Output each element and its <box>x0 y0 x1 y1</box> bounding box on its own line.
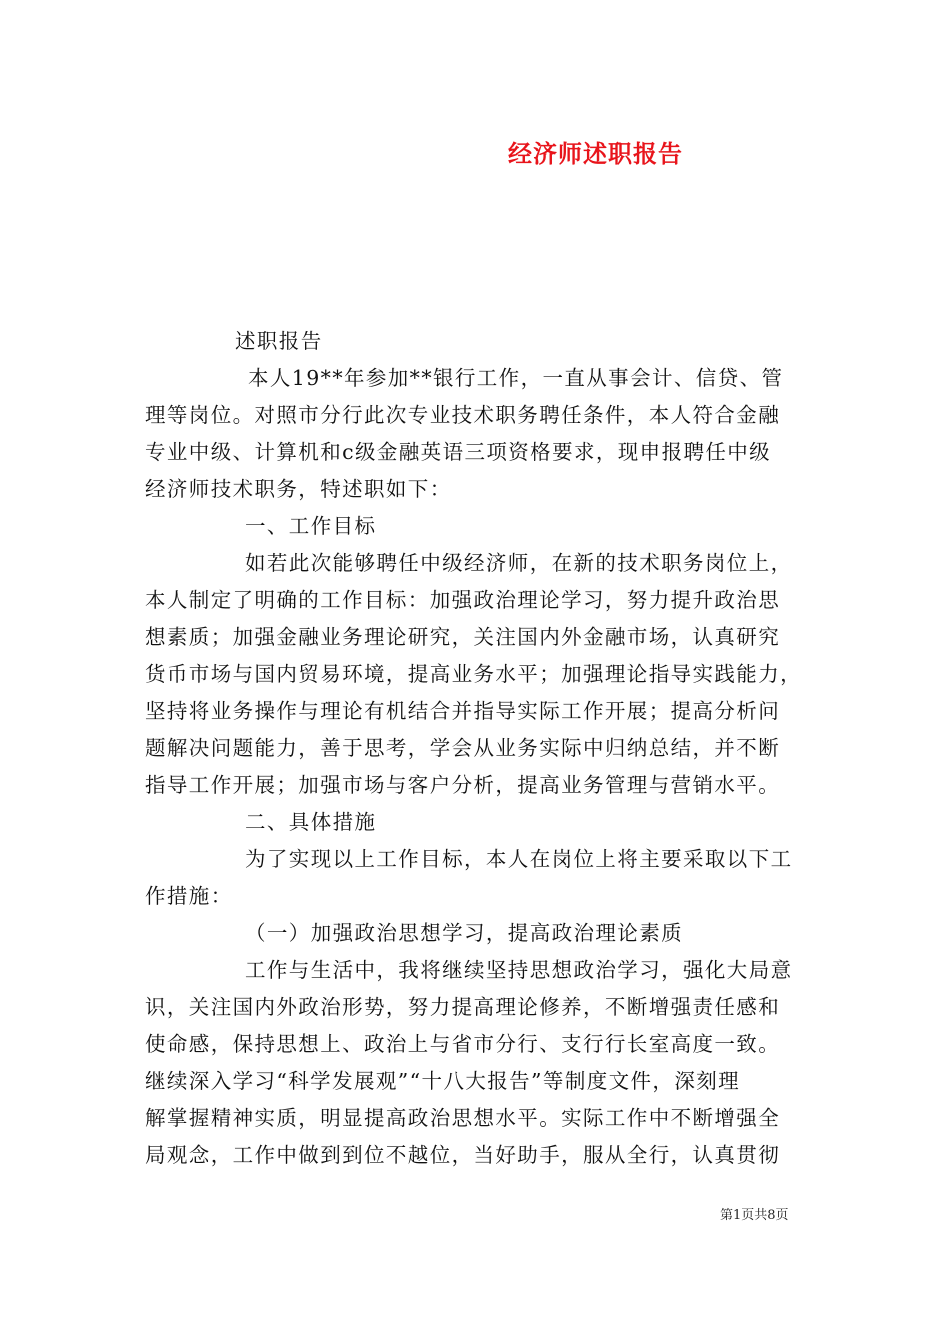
text-line: 使命感，保持思想上、政治上与省市分行、支行行长室高度一致。 <box>145 1032 781 1056</box>
text-line: 本人制定了明确的工作目标：加强政治理论学习，努力提升政治思 <box>145 588 781 612</box>
text-line: 识，关注国内外政治形势，努力提高理论修养，不断增强责任感和 <box>145 995 781 1019</box>
text-line: 工作与生活中，我将继续坚持思想政治学习，强化大局意 <box>245 958 793 982</box>
document-title: 经济师述职报告 <box>508 139 683 168</box>
document-body <box>145 323 825 1174</box>
section-heading: 一、工作目标 <box>245 514 377 538</box>
text-line: 继续深入学习“科学发展观”“十八大报告”等制度文件，深刻理 <box>145 1069 741 1093</box>
text-line: 指导工作开展；加强市场与客户分析，提高业务管理与营销水平。 <box>145 773 781 797</box>
text-line: 想素质；加强金融业务理论研究，关注国内外金融市场，认真研究 <box>145 625 781 649</box>
section-heading: 二、具体措施 <box>245 810 377 834</box>
text-line: 为了实现以上工作目标，本人在岗位上将主要采取以下工 <box>245 847 793 871</box>
text-line: 作措施： <box>145 884 233 908</box>
text-line: 解掌握精神实质，明显提高政治思想水平。实际工作中不断增强全 <box>145 1106 781 1130</box>
text-line: 理等岗位。对照市分行此次专业技术职务聘任条件，本人符合金融 <box>145 403 781 427</box>
text-line: 货币市场与国内贸易环境，提高业务水平；加强理论指导实践能力， <box>145 662 802 686</box>
paragraph-heading: 述职报告 <box>235 329 323 353</box>
text-line: 如若此次能够聘任中级经济师，在新的技术职务岗位上， <box>245 551 793 575</box>
page-number: 第1页共8页 <box>720 1208 789 1223</box>
text-line: 题解决问题能力，善于思考，学会从业务实际中归纳总结，并不断 <box>145 736 781 760</box>
text-line: 本人19**年参加**银行工作，一直从事会计、信贷、管 <box>248 366 784 390</box>
text-line: 经济师技术职务，特述职如下： <box>145 477 452 501</box>
text-line: 坚持将业务操作与理论有机结合并指导实际工作开展；提高分析问 <box>145 699 781 723</box>
text-line: 专业中级、计算机和c级金融英语三项资格要求，现申报聘任中级 <box>145 440 772 464</box>
text-line: 局观念，工作中做到到位不越位，当好助手，服从全行，认真贯彻 <box>145 1143 781 1167</box>
subsection-heading: （一）加强政治思想学习，提高政治理论素质 <box>245 921 683 945</box>
